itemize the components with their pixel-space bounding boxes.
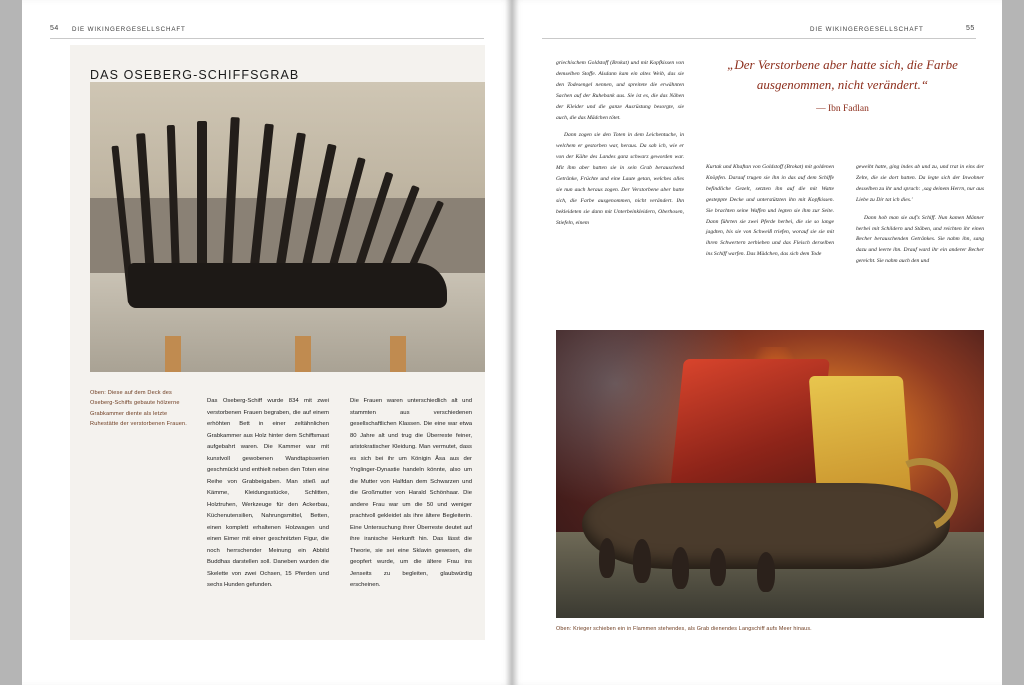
oseberg-ship-photo xyxy=(90,82,485,372)
painting-figure xyxy=(599,538,615,578)
right-header-rule xyxy=(542,38,976,39)
right-running-head: DIE WIKINGERGESELLSCHAFT xyxy=(810,26,924,33)
paragraph: griechischem Goldstoff (Brokat) und mit Kopfkissen von demselben Stoffe. Alsdann kam ein altes Weib, das sie den Todesengel nennen, und spreitete die erwähnten Sachen auf der Ruhebank aus. Sie ist es, die das Nähen der Kleider und die ganze Ausrüstung besorgte, sie auch, die das Mädchen tötet. xyxy=(556,60,684,121)
left-body-column-1: Das Oseberg-Schiff wurde 834 mit zwei verstorbenen Frauen begraben, die auf einem erhöhten Bett in einer zeltähnlichen Grabkammer aus Holz hinter dem Schiffsmast aufgebahrt waren. Die Kammer war mit kunstvoll gewobenen Wandtapisserien geschmückt und enthielt neben den Toten eine Reihe von Grabbeigaben. Man stieß auf Kämme, Kleidungsstücke, Schlitten, Holztruhen, Werkzeuge für den Ackerbau, Küchenutensilien, Nahrungsmittel, Betten, einen komplett erhaltenen Holzwagen und einen Eimer mit einer geschnitzten Figur, die noch herrschender Meinung ein Abbild Buddhas darstellen soll. Daneben wurden die Skelette von zwei Ochsen, 15 Pferden und sechs Hunden gefunden. xyxy=(207,398,329,589)
left-page xyxy=(22,0,512,685)
left-page-folio: 54 xyxy=(50,25,59,32)
burning-longship-painting xyxy=(556,330,984,618)
pull-quote xyxy=(700,55,985,117)
paragraph: Dann hob man sie auf's Schiff. Nun kamen Männer herbei mit Schildern und Stäben, und reichten ihr einen Becher berauschenden Getränkes. Sie nahm ihn, sang dazu und leerte ihn. Drauf ward ihr ein anderer Becher gereicht. Sie nahm auch den und xyxy=(856,214,984,265)
right-body-column-2 xyxy=(706,162,834,267)
paragraph: Kurtak und Khaftan von Goldstoff (Brokat) mit goldenen Knöpfen. Darauf trugen sie ihn in das auf dem Schiffe befindliche Gezelt, setzten ihn auf die mit Watte gesteppte Decke und unterstützten ihn mit Kopfkissen. Sie brachten seine Waffen und legten sie ihm zur Seite. Dann führten sie zwei Pferde herbei, die sie so lange jagdten, bis sie von Schweiß triefen, worauf sie sie mit ihren Schwertern zerhieben und das Fleisch derselben ins Schiff warfen. Das Mädchen, das sich dem Tode xyxy=(706,164,834,258)
painting-figure xyxy=(672,547,689,589)
left-running-head: DIE WIKINGERGESELLSCHAFT xyxy=(72,26,186,33)
painting-figure xyxy=(633,539,651,583)
photo-support-mid xyxy=(295,336,311,372)
paragraph: geweiht hatte, ging indes ab und zu, und trat in eins der Zelte, die sie dort hatten. Da legte sich der Inwohner desselben zu ihr und sprach: ‚sag deinem Herrn, nur aus Liebe zu Dir tat ich dies.' xyxy=(856,164,984,203)
pull-quote-attribution: — Ibn Fadlan xyxy=(816,104,869,115)
left-body-column-2: Die Frauen waren unterschiedlich alt und stammten aus verschiedenen gesellschaftlichen Klassen. Die eine war etwa 80 Jahre alt und trug die Überreste feiner, aristokratischer Kleidung. Man vermutet, dass es sich bei ihr um Königin Åsa aus der Ynglinger-Dynastie handeln könnte, also um die Mutter von Halfdan dem Schwarzen und die Großmutter von Harald Schönhaar. Die andere Frau war um die 50 und weniger prachtvoll gekleidet als ihre ältere Begleiterin. Eine Untersuchung ihrer Überreste deutet auf ihre iranische Herkunft hin. Das lässt die Theorie, sie sei eine Sklavin gewesen, die geopfert wurde, um die ältere Frau ins Jenseits zu begleiten, glaubwürdig erscheinen. xyxy=(350,398,472,589)
painting-figure xyxy=(757,552,775,592)
pull-quote-text: „Der Verstorbene aber hatte sich, die Farbe ausgenommen, nicht verändert.“ xyxy=(727,57,958,93)
photo-ship-structure xyxy=(114,117,462,320)
painting-figure xyxy=(710,548,726,586)
photo-support-right xyxy=(390,336,406,372)
photo-hull xyxy=(128,263,448,308)
paragraph: Dann zogen sie den Toten in dem Leichentuche, in welchem er gestorben war, heraus. Da sah ich, wie er von der Kälte des Landes ganz schwarz geworden war. Mit ihm aber hatten sie in sein Grab berauschend Getränke, Früchte und eine Laute getan, welches alles sie nun auch heraus zogen. Der Verstorbene aber hatte sich, die Farbe ausgenommen, nicht verändert. Ihn bekleideten sie dann mit Unterbeinkleidern, Oberhosen, Stiefeln, einem xyxy=(556,132,684,226)
left-header-rule xyxy=(50,38,484,39)
right-page-folio: 55 xyxy=(966,25,975,32)
right-body-column-1 xyxy=(556,58,684,236)
right-body-column-3 xyxy=(856,162,984,274)
page-title: DAS OSEBERG-SCHIFFSGRAB xyxy=(90,68,300,83)
painting-caption: Oben: Krieger schieben ein in Flammen stehendes, als Grab dienendes Langschiff aufs Meer hinaus. xyxy=(556,626,812,632)
photo-caption: Oben: Diese auf dem Deck des Oseberg-Schiffs gebaute hölzerne Grabkammer diente als letzte Ruhestätte der verstorbenen Frauen. xyxy=(90,390,187,428)
photo-support-left xyxy=(165,336,181,372)
